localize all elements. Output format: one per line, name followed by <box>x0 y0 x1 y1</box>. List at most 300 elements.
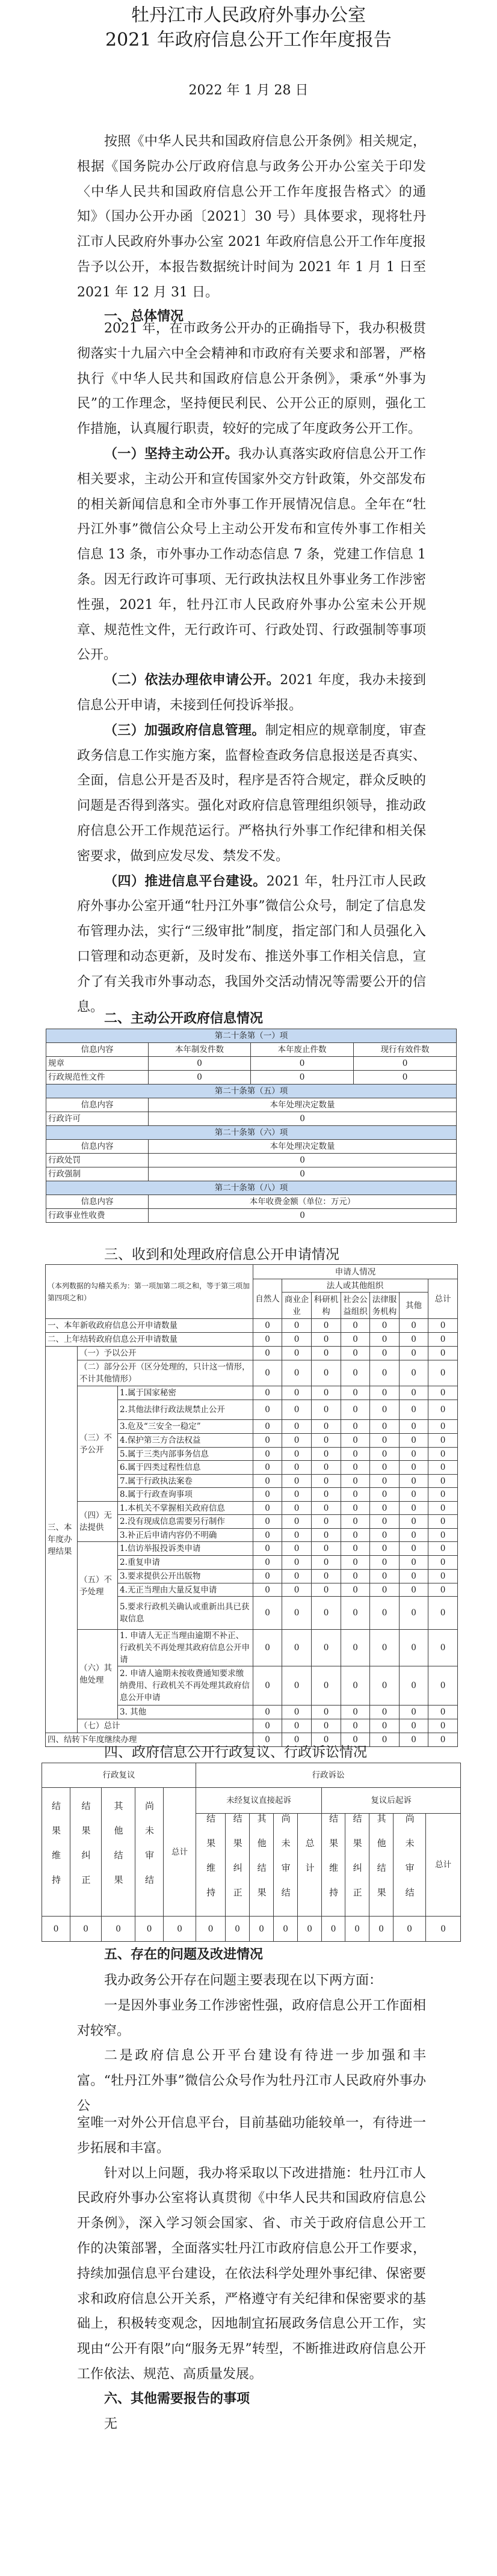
row-label: 一、本年新收政府信息公开申请数量 <box>46 1319 253 1333</box>
cell-value: 0 <box>312 1475 341 1488</box>
direct-result-header-text: 其他结果 <box>256 1814 267 1912</box>
cell-value: 0 <box>312 1400 341 1420</box>
row-label: 行政许可 <box>46 1112 149 1126</box>
cell-value: 0 <box>370 1666 400 1706</box>
subgroup-label: （六）其他处理 <box>78 1630 118 1719</box>
cell-value: 0 <box>341 1583 370 1597</box>
problem-two-continued: 室唯一对外公开信息平台，目前基础功能较单一，有待进一步拓展和丰富。 <box>77 2116 426 2156</box>
cell-value: 0 <box>400 1630 428 1666</box>
article-header-row <box>46 1085 457 1098</box>
cell-value: 0 <box>253 1502 282 1515</box>
cell-value: 0 <box>341 1475 370 1488</box>
row-label: 5.属于三类内部事务信息 <box>118 1448 253 1461</box>
cell-value: 0 <box>312 1542 341 1556</box>
header-row <box>42 1788 461 1814</box>
cell-value: 0 <box>250 1917 274 1942</box>
cell-value: 0 <box>400 1386 428 1400</box>
row-label: 2.其他法律行政法规禁止公开 <box>118 1400 253 1420</box>
cell-value: 0 <box>196 1917 226 1942</box>
cell-value: 0 <box>428 1448 458 1461</box>
column-header: 本年处理决定数量 <box>149 1140 457 1154</box>
cell-value: 0 <box>226 1917 250 1942</box>
column-header: 信息内容 <box>46 1195 149 1209</box>
cell-value: 0 <box>253 1666 282 1706</box>
cell-value: 0 <box>253 1542 282 1556</box>
article-header-row <box>46 1029 457 1043</box>
column-header: 本年处理决定数量 <box>149 1098 457 1112</box>
cell-value: 0 <box>428 1475 458 1488</box>
cell-value: 0 <box>341 1706 370 1719</box>
cell-value: 0 <box>253 1515 282 1529</box>
after-review-result-header <box>322 1814 345 1917</box>
cell-value: 0 <box>253 1400 282 1420</box>
cell-value: 0 <box>282 1333 312 1347</box>
cell-value: 0 <box>298 1917 322 1942</box>
review-result-header <box>42 1788 70 1917</box>
total-header: 总计 <box>428 1279 458 1319</box>
cell-value: 0 <box>149 1112 457 1126</box>
row-label: 3.要求提供公开出版物 <box>118 1570 253 1583</box>
cell-value: 0 <box>341 1597 370 1630</box>
problem-two: 二是政府信息公开平台建设有待进一步加强和丰富。“牡丹江外事”微信公众号作为牡丹江市人民政府外事办公 <box>77 2048 426 2114</box>
cell-value: 0 <box>312 1733 341 1747</box>
table-row <box>46 1542 458 1556</box>
direct-result-header <box>274 1814 298 1917</box>
cell-value: 0 <box>149 1071 251 1085</box>
cell-value: 0 <box>341 1420 370 1434</box>
cell-value: 0 <box>282 1542 312 1556</box>
legal-org-header: 法人或其他组织 <box>282 1279 428 1293</box>
after-review-result-header-text: 结果纠正 <box>351 1814 363 1912</box>
cell-value: 0 <box>341 1347 370 1360</box>
after-review-suit-header: 复议后起诉 <box>322 1788 461 1814</box>
after-review-result-header-text: 其他结果 <box>375 1814 387 1912</box>
cell-value: 0 <box>149 1154 457 1167</box>
cell-value: 0 <box>400 1733 428 1747</box>
cell-value: 0 <box>369 1917 394 1942</box>
row-label: 3.危及“三安全一稳定” <box>118 1420 253 1434</box>
cell-value: 0 <box>282 1420 312 1434</box>
cell-value: 0 <box>312 1319 341 1333</box>
cell-value: 0 <box>282 1556 312 1570</box>
cell-value: 0 <box>400 1597 428 1630</box>
cell-value: 0 <box>312 1570 341 1583</box>
column-header: 信息内容 <box>46 1043 149 1057</box>
cell-value: 0 <box>341 1542 370 1556</box>
cell-value: 0 <box>253 1529 282 1542</box>
cell-value: 0 <box>354 1071 457 1085</box>
direct-result-header <box>196 1814 226 1917</box>
row-label: 二、上年结转政府信息公开申请数量 <box>46 1333 253 1347</box>
cell-value: 0 <box>370 1333 400 1347</box>
cell-value: 0 <box>312 1360 341 1386</box>
cell-value: 0 <box>428 1347 458 1360</box>
cell-value: 0 <box>282 1461 312 1475</box>
applicant-header: 申请人情况 <box>253 1265 458 1279</box>
cell-value: 0 <box>253 1434 282 1448</box>
cell-value: 0 <box>341 1502 370 1515</box>
cell-value: 0 <box>400 1400 428 1420</box>
row-label: 6.属于四类过程性信息 <box>118 1461 253 1475</box>
cell-value: 0 <box>341 1386 370 1400</box>
table-row <box>46 1319 458 1333</box>
cell-value: 0 <box>282 1570 312 1583</box>
org-type-header: 其他 <box>400 1293 428 1319</box>
cell-value: 0 <box>282 1475 312 1488</box>
cell-value: 0 <box>282 1360 312 1386</box>
values-row <box>42 1917 461 1942</box>
direct-result-header <box>250 1814 274 1917</box>
cell-value: 0 <box>253 1319 282 1333</box>
cell-value: 0 <box>341 1719 370 1733</box>
row-label: 4.保护第三方合法权益 <box>118 1434 253 1448</box>
subgroup-label: （五）不予处理 <box>78 1542 118 1630</box>
cell-value: 0 <box>370 1733 400 1747</box>
cell-value: 0 <box>253 1333 282 1347</box>
cell-value: 0 <box>370 1542 400 1556</box>
cell-value: 0 <box>282 1583 312 1597</box>
cell-value: 0 <box>164 1917 196 1942</box>
row-label: 行政强制 <box>46 1167 149 1181</box>
cell-value: 0 <box>282 1502 312 1515</box>
row-label: 行政处罚 <box>46 1154 149 1167</box>
row-label: （七）总计 <box>78 1719 253 1733</box>
row-label: 四、结转下年度继续办理 <box>46 1733 253 1747</box>
header-row <box>46 1265 458 1279</box>
cell-value: 0 <box>354 1057 457 1071</box>
cell-value: 0 <box>341 1630 370 1666</box>
org-type-header: 法律服务机构 <box>370 1293 400 1319</box>
cell-value: 0 <box>428 1529 458 1542</box>
cell-value: 0 <box>400 1319 428 1333</box>
row-label: 2.没有现成信息需要另行制作 <box>118 1515 253 1529</box>
cell-value: 0 <box>253 1583 282 1597</box>
cell-value: 0 <box>370 1488 400 1502</box>
direct-result-header <box>226 1814 250 1917</box>
cell-value: 0 <box>282 1488 312 1502</box>
item-lead: （三）加强政府信息管理。 <box>104 723 265 738</box>
section3-heading: 三、收到和处理政府信息公开申请情况 <box>104 1247 339 1262</box>
cell-value: 0 <box>253 1475 282 1488</box>
item-text: 制定相应的规章制度，审查政务信息工作实施方案，监督检查政务信息报送是否真实、全面，信息公开是否及时，程序是否符合规定，群众反映的问题是否得到落实。强化对政府信息管理组织领导，推动政府信息公开工作规范运行。严格执行外事工作纪律和相关保密要求，做到应发尽发、禁发不发。 <box>77 723 426 864</box>
report-title-line1: 牡丹江市人民政府外事办公室 <box>131 5 366 26</box>
review-result-header <box>135 1788 164 1917</box>
cell-value: 0 <box>400 1583 428 1597</box>
cell-value: 0 <box>370 1630 400 1666</box>
cell-value: 0 <box>282 1386 312 1400</box>
cell-value: 0 <box>253 1448 282 1461</box>
direct-total-header-text: 总计 <box>304 1838 315 1888</box>
section6-heading: 六、其他需要报告的事项 <box>104 2391 250 2406</box>
table-row <box>46 1057 457 1071</box>
cell-value: 0 <box>400 1347 428 1360</box>
cell-value: 0 <box>428 1488 458 1502</box>
cell-value: 0 <box>428 1461 458 1475</box>
cell-value: 0 <box>370 1583 400 1597</box>
section5-body-a <box>77 1968 426 2119</box>
cell-value: 0 <box>312 1420 341 1434</box>
item-lead: （四）推进信息平台建设。 <box>104 873 267 889</box>
item-text: 2021 年，牡丹江市人民政府外事办公室开通“牡丹江外事”微信公众号，制定了信息发布管理办法，实行“三级审批”制度，指定部门和人员强化入口管理和动态更新，及时发布、推送外事工作相关信息，宣介了有关我市外事动态，我国外交活动情况等需要公开的信息。 <box>77 873 426 1015</box>
cell-value: 0 <box>253 1733 282 1747</box>
cell-value: 0 <box>282 1347 312 1360</box>
cell-value: 0 <box>341 1570 370 1583</box>
cell-value: 0 <box>253 1706 282 1719</box>
cell-value: 0 <box>428 1360 458 1386</box>
cell-value: 0 <box>341 1400 370 1420</box>
table-row <box>46 1360 458 1386</box>
cell-value: 0 <box>282 1719 312 1733</box>
row-label: 5.要求行政机关确认或重新出具已获取信息 <box>118 1597 253 1630</box>
cell-value: 0 <box>312 1529 341 1542</box>
cell-value: 0 <box>282 1319 312 1333</box>
cell-value: 0 <box>42 1917 70 1942</box>
row-label: 2.重复申请 <box>118 1556 253 1570</box>
column-header: 信息内容 <box>46 1140 149 1154</box>
cell-value: 0 <box>428 1400 458 1420</box>
row-label: 规章 <box>46 1057 149 1071</box>
cell-value: 0 <box>400 1475 428 1488</box>
cell-value: 0 <box>400 1502 428 1515</box>
cell-value: 0 <box>341 1666 370 1706</box>
item-paragraph <box>77 442 426 668</box>
cell-value: 0 <box>253 1556 282 1570</box>
cell-value: 0 <box>400 1666 428 1706</box>
cell-value: 0 <box>345 1917 369 1942</box>
cell-value: 0 <box>282 1630 312 1666</box>
column-header: 本年收费金额（单位：万元） <box>149 1195 457 1209</box>
item-paragraph <box>77 718 426 869</box>
cell-value: 0 <box>370 1475 400 1488</box>
cell-value: 0 <box>370 1556 400 1570</box>
cell-value: 0 <box>370 1360 400 1386</box>
cell-value: 0 <box>149 1209 457 1223</box>
report-title-line2: 2021 年政府信息公开工作年度报告 <box>105 29 392 50</box>
cell-value: 0 <box>428 1706 458 1719</box>
cell-value: 0 <box>341 1448 370 1461</box>
row-label: 4.无正当理由大量反复申请 <box>118 1583 253 1597</box>
item-lead: （一）坚持主动公开。 <box>104 446 239 462</box>
problem-one: 一是因外事业务工作涉密性强，政府信息公开工作面相对较窄。 <box>77 1998 426 2039</box>
cell-value: 0 <box>428 1666 458 1706</box>
cell-value: 0 <box>149 1167 457 1181</box>
cell-value: 0 <box>370 1502 400 1515</box>
row-label: 2. 申请人逾期未按收费通知要求缴纳费用、行政机关不再处理其政府信息公开申请 <box>118 1666 253 1706</box>
cell-value: 0 <box>428 1719 458 1733</box>
section5-body-b <box>77 2111 426 2387</box>
cell-value: 0 <box>282 1733 312 1747</box>
cell-value: 0 <box>341 1488 370 1502</box>
cell-value: 0 <box>312 1448 341 1461</box>
article-header: 第二十条第（八）项 <box>46 1181 457 1195</box>
cell-value: 0 <box>253 1488 282 1502</box>
cell-value: 0 <box>253 1461 282 1475</box>
note-cell: （本列数据的勾稽关系为：第一项加第二项之和，等于第三项加第四项之和） <box>46 1265 253 1319</box>
cell-value: 0 <box>370 1570 400 1583</box>
cell-value: 0 <box>312 1515 341 1529</box>
section6-body <box>77 2412 426 2437</box>
cell-value: 0 <box>312 1488 341 1502</box>
cell-value: 0 <box>282 1706 312 1719</box>
cell-value: 0 <box>312 1556 341 1570</box>
after-review-result-header-text: 结果维持 <box>328 1814 339 1912</box>
improvement-measures: 针对以上问题，我办将采取以下改进措施：牡丹江市人民政府外事办公室将认真贯彻《中华人民共和国政府信息公开条例》，深入学习领会国家、省、市关于政府信息公开工作的决策部署，全面落实牡丹江市政府信息公开工作要求，持续加强信息平台建设，在依法科学处理外事纪律、保密要求和政府信息公开关系，严格遵守有关纪律和保密要求的基础上，积极转变观念，因地制宜拓展政务信息公开工作，实现由“公开有限”向“服务无界”转型，不断推进政府信息公开工作依法、规范、高质量发展。 <box>77 2165 426 2382</box>
item-text: 我办认真落实政府信息公开工作相关要求，主动公开和宣传国家外交方针政策，外交部发布的相关新闻信息和全市外事工作开展情况信息。全年在“牡丹江外事”微信公众号上主动公开发布和宣传外事工作相关信息 13 条，市外事办工作动态信息 7 条，党建工作信息 1 条。因无行政许可事项、无行政执法权且外事业务工作涉密性强，2021 年，牡丹江市人民政府外事办公室未公开规章、规范性文件，无行政许可、行政处罚、行政强制等事项公开。 <box>77 446 426 663</box>
cell-value: 0 <box>102 1917 135 1942</box>
row-label: 1.属于国家秘密 <box>118 1386 253 1400</box>
row-label: 8.属于行政查询事项 <box>118 1488 253 1502</box>
review-total-header: 总计 <box>164 1788 196 1917</box>
review-result-header <box>102 1788 135 1917</box>
cell-value: 0 <box>282 1529 312 1542</box>
cell-value: 0 <box>253 1719 282 1733</box>
direct-total-header <box>298 1814 322 1917</box>
after-review-result-header <box>345 1814 369 1917</box>
cell-value: 0 <box>312 1502 341 1515</box>
cell-value: 0 <box>251 1071 354 1085</box>
cell-value: 0 <box>428 1570 458 1583</box>
problem-intro: 我办政务公开存在问题主要表现在以下两方面： <box>104 1973 383 1988</box>
table-row <box>46 1630 458 1666</box>
after-review-result-header-text: 尚未审结 <box>404 1814 415 1912</box>
subgroup-label: （四）无法提供 <box>78 1502 118 1542</box>
cell-value: 0 <box>428 1434 458 1448</box>
review-result-header-text: 其他结果 <box>113 1800 124 1900</box>
row-label: 1. 申请人无正当理由逾期不补正、行政机关不再处理其政府信息公开申请 <box>118 1630 253 1666</box>
article-header: 第二十条第（六）项 <box>46 1126 457 1140</box>
cell-value: 0 <box>428 1515 458 1529</box>
row-label: （一）予以公开 <box>78 1347 253 1360</box>
table-row <box>46 1386 458 1400</box>
litigation-header: 行政诉讼 <box>196 1763 461 1788</box>
table-row <box>46 1167 457 1181</box>
review-result-header-text: 结果纠正 <box>80 1800 91 1900</box>
cell-value: 0 <box>253 1386 282 1400</box>
cell-value: 0 <box>400 1529 428 1542</box>
column-header-row <box>46 1043 457 1057</box>
row-label: 1.信访举报投诉类申请 <box>118 1542 253 1556</box>
row-label: 7.属于行政执法案卷 <box>118 1475 253 1488</box>
cell-value: 0 <box>341 1529 370 1542</box>
natural-person-header: 自然人 <box>253 1279 282 1319</box>
other-matters: 无 <box>104 2417 118 2432</box>
cell-value: 0 <box>312 1347 341 1360</box>
intro-section <box>77 129 426 305</box>
cell-value: 0 <box>428 1420 458 1434</box>
row-label: 行政事业性收费 <box>46 1209 149 1223</box>
cell-value: 0 <box>282 1597 312 1630</box>
column-header: 本年废止件数 <box>251 1043 354 1057</box>
column-header-row <box>46 1140 457 1154</box>
subgroup-label: （三）不予公开 <box>78 1386 118 1502</box>
header-row <box>42 1763 461 1788</box>
table-row <box>46 1347 458 1360</box>
direct-result-header-text: 结果维持 <box>205 1814 217 1912</box>
cell-value: 0 <box>312 1583 341 1597</box>
cell-value: 0 <box>253 1347 282 1360</box>
section1-body <box>77 316 426 1020</box>
cell-value: 0 <box>400 1706 428 1719</box>
cell-value: 0 <box>400 1488 428 1502</box>
cell-value: 0 <box>312 1461 341 1475</box>
review-result-header-text: 尚未审结 <box>144 1800 155 1900</box>
after-review-result-header <box>369 1814 394 1917</box>
cell-value: 0 <box>370 1515 400 1529</box>
cell-value: 0 <box>312 1719 341 1733</box>
cell-value: 0 <box>370 1434 400 1448</box>
cell-value: 0 <box>426 1917 461 1942</box>
cell-value: 0 <box>341 1333 370 1347</box>
review-litigation-table <box>42 1763 461 1942</box>
cell-value: 0 <box>428 1733 458 1747</box>
org-type-header: 社会公益组织 <box>341 1293 370 1319</box>
cell-value: 0 <box>400 1542 428 1556</box>
cell-value: 0 <box>370 1597 400 1630</box>
cell-value: 0 <box>370 1420 400 1434</box>
cell-value: 0 <box>370 1461 400 1475</box>
cell-value: 0 <box>251 1057 354 1071</box>
cell-value: 0 <box>282 1434 312 1448</box>
cell-value: 0 <box>341 1434 370 1448</box>
review-header: 行政复议 <box>42 1763 196 1788</box>
cell-value: 0 <box>341 1556 370 1570</box>
cell-value: 0 <box>274 1917 298 1942</box>
column-header: 现行有效件数 <box>354 1043 457 1057</box>
cell-value: 0 <box>312 1630 341 1666</box>
section2-heading: 二、主动公开政府信息情况 <box>104 1011 264 1026</box>
cell-value: 0 <box>370 1706 400 1719</box>
section4-heading: 四、政府信息公开行政复议、行政诉讼情况 <box>104 1745 367 1760</box>
cell-value: 0 <box>428 1386 458 1400</box>
cell-value: 0 <box>428 1502 458 1515</box>
cell-value: 0 <box>400 1360 428 1386</box>
direct-result-header-text: 结果纠正 <box>232 1814 243 1912</box>
proactive-disclosure-table <box>46 1029 457 1223</box>
cell-value: 0 <box>282 1666 312 1706</box>
cell-value: 0 <box>400 1420 428 1434</box>
article-header-row <box>46 1126 457 1140</box>
cell-value: 0 <box>312 1597 341 1630</box>
row-label: 3.补正后申请内容仍不明确 <box>118 1529 253 1542</box>
report-date: 2022 年 1 月 28 日 <box>188 83 309 98</box>
cell-value: 0 <box>312 1434 341 1448</box>
cell-value: 0 <box>428 1630 458 1666</box>
cell-value: 0 <box>428 1597 458 1630</box>
org-type-header: 科研机构 <box>312 1293 341 1319</box>
cell-value: 0 <box>253 1597 282 1630</box>
cell-value: 0 <box>370 1347 400 1360</box>
cell-value: 0 <box>322 1917 345 1942</box>
cell-value: 0 <box>341 1733 370 1747</box>
cell-value: 0 <box>312 1333 341 1347</box>
cell-value: 0 <box>428 1319 458 1333</box>
cell-value: 0 <box>341 1319 370 1333</box>
row-label: （二）部分公开（区分处理的，只计这一情形，不计其他情形） <box>78 1360 253 1386</box>
item-paragraph <box>77 668 426 718</box>
section5-heading: 五、存在的问题及改进情况 <box>104 1947 264 1962</box>
section1-heading: 一、总体情况 <box>104 309 184 324</box>
intro-paragraph: 按照《中华人民共和国政府信息公开条例》相关规定，根据《国务院办公厅政府信息与政务公开办公室关于印发〈中华人民共和国政府信息公开工作年度报告格式〉的通知》（国办公开办函〔2021〕30 号）具体要求，现将牡丹江市人民政府外事办公室 2021 年政府信息公开工作年度报告予以公开，本报告数据统计时间为 2021 年 1 月 1 日至 2021 年 12 月 31 日。 <box>77 134 426 300</box>
article-header: 第二十条第（五）项 <box>46 1085 457 1098</box>
group-label: 三、本年度办理结果 <box>46 1347 78 1733</box>
cell-value: 0 <box>370 1400 400 1420</box>
cell-value: 0 <box>282 1400 312 1420</box>
review-result-header-text: 结果维持 <box>51 1800 61 1900</box>
review-result-header <box>70 1788 102 1917</box>
overview-paragraph: 2021 年，在市政务公开办的正确指导下，我办积极贯彻落实十九届六中全会精神和市政府有关要求和部署，严格执行《中华人民共和国政府信息公开条例》，秉承“外事为民”的工作理念，坚持便民利民、公开公正的原则，强化工作措施，认真履行职责，较好的完成了年度政务公开工作。 <box>77 321 426 437</box>
article-header-row <box>46 1181 457 1195</box>
cell-value: 0 <box>428 1333 458 1347</box>
